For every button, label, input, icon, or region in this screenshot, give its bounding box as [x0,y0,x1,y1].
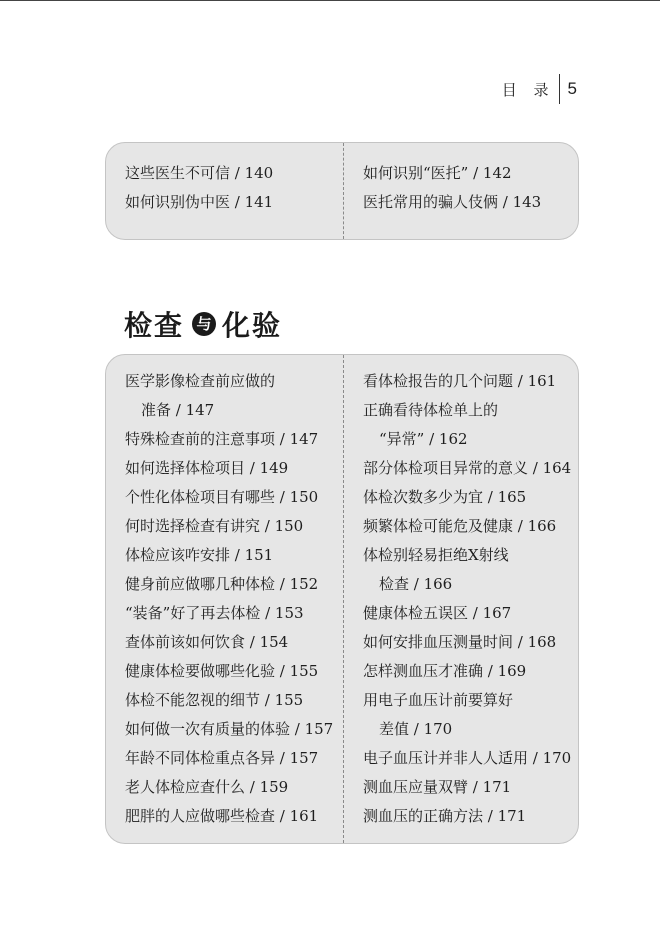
toc-entry[interactable]: 查体前该如何饮食 / 154 [125,633,289,651]
toc-entry[interactable]: 医托常用的骗人伎俩 / 143 [363,193,542,211]
toc-entry[interactable]: 体检应该咋安排 / 151 [125,546,274,564]
toc-entry[interactable]: 健康体检五误区 / 167 [363,604,512,622]
toc-entry-continuation[interactable]: 差值 / 170 [379,720,453,738]
running-head [502,74,577,104]
toc-entry[interactable]: 体检不能忽视的细节 / 155 [125,691,304,709]
toc-box-exam-section [105,354,579,844]
toc-entry-continuation[interactable]: “异常” / 162 [379,430,468,448]
toc-entry[interactable]: 如何安排血压测量时间 / 168 [363,633,557,651]
toc-entry[interactable]: 健身前应做哪几种体检 / 152 [125,575,319,593]
toc-entry[interactable]: 如何识别“医托” / 142 [363,164,512,182]
toc-entry[interactable]: 特殊检查前的注意事项 / 147 [125,430,319,448]
toc-entry[interactable]: 正确看待体检单上的 [363,401,499,419]
section-title-part-1: 检查 [124,309,185,342]
toc-entry[interactable]: 测血压的正确方法 / 171 [363,807,527,825]
toc-entry[interactable]: 测血压应量双臂 / 171 [363,778,512,796]
section-heading [124,304,282,344]
toc-entry[interactable]: 电子血压计并非人人适用 / 170 [363,749,572,767]
running-head-section: 目 录 [501,80,555,99]
toc-entry[interactable]: 如何识别伪中医 / 141 [125,193,274,211]
toc-box-previous-section [105,142,579,240]
toc-entry[interactable]: “装备”好了再去体检 / 153 [125,604,304,622]
toc-column-right [363,159,578,217]
toc-entry[interactable]: 何时选择检查有讲究 / 150 [125,517,304,535]
toc-entry[interactable]: 如何选择体检项目 / 149 [125,459,289,477]
toc-entry[interactable]: 体检别轻易拒绝X射线 [363,546,509,564]
toc-entry[interactable]: 如何做一次有质量的体验 / 157 [125,720,334,738]
toc-entry[interactable]: 这些医生不可信 / 140 [125,164,274,182]
toc-entry[interactable]: 年龄不同体检重点各异 / 157 [125,749,319,767]
toc-entry[interactable]: 看体检报告的几个问题 / 161 [363,372,557,390]
toc-entry[interactable]: 怎样测血压才准确 / 169 [363,662,527,680]
top-rule [0,0,660,1]
toc-entry-continuation[interactable]: 检查 / 166 [379,575,453,593]
toc-column-right [363,367,578,831]
toc-entry[interactable]: 医学影像检查前应做的 [125,372,276,390]
toc-entry[interactable]: 个性化体检项目有哪些 / 150 [125,488,319,506]
toc-column-left [125,367,341,831]
page-number: 5 [567,79,577,98]
toc-entry-continuation[interactable]: 准备 / 147 [141,401,215,419]
toc-entry[interactable]: 体检次数多少为宜 / 165 [363,488,527,506]
toc-entry[interactable]: 部分体检项目异常的意义 / 164 [363,459,572,477]
toc-entry[interactable]: 用电子血压计前要算好 [363,691,514,709]
column-divider [343,143,344,239]
running-head-divider [559,74,560,104]
toc-entry[interactable]: 频繁体检可能危及健康 / 166 [363,517,557,535]
toc-entry[interactable]: 老人体检应查什么 / 159 [125,778,289,796]
toc-entry[interactable]: 肥胖的人应做哪些检查 / 161 [125,807,319,825]
section-title-part-2: 化验 [222,309,283,342]
toc-entry[interactable]: 健康体检要做哪些化验 / 155 [125,662,319,680]
section-title-badge: 与 [192,312,216,336]
toc-column-left [125,159,341,217]
column-divider [343,355,344,843]
